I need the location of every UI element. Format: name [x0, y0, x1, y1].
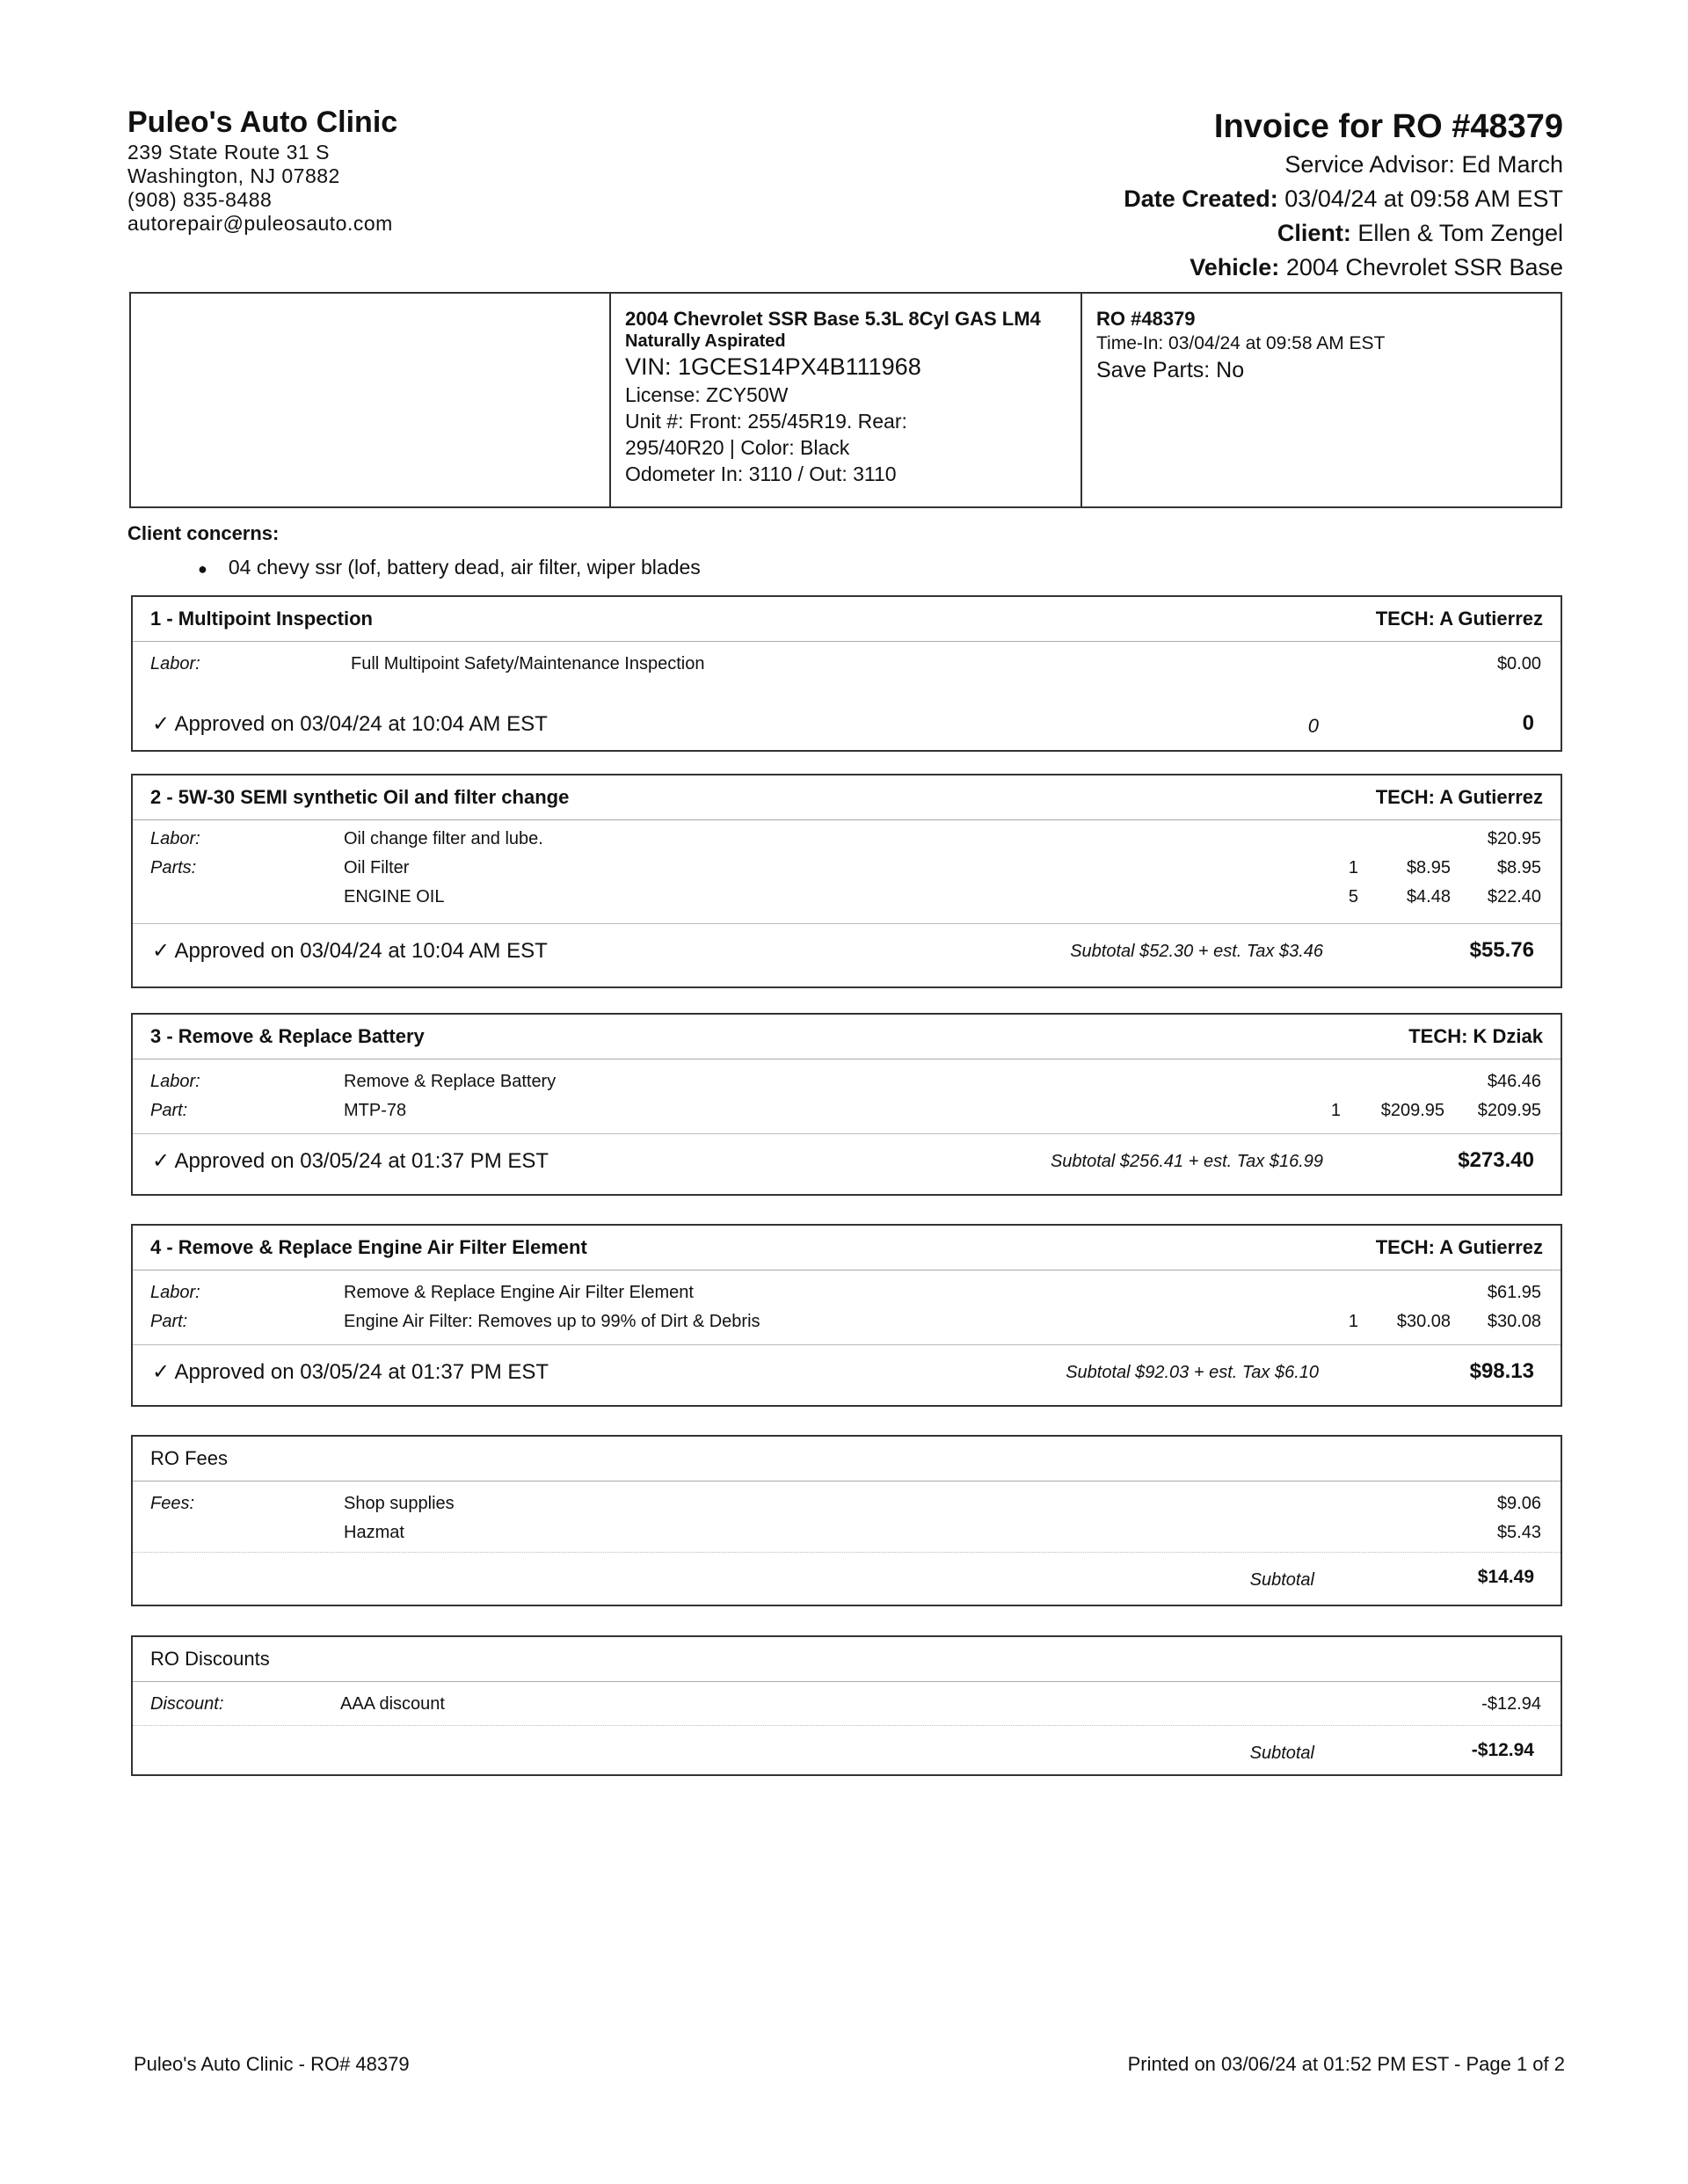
job-footer: [133, 697, 1561, 748]
shop-phone: (908) 835-8488: [127, 188, 273, 211]
discount-item-description: AAA discount: [340, 1694, 445, 1714]
job-total: $98.13: [1469, 1359, 1534, 1383]
shop-name: Puleo's Auto Clinic: [127, 106, 398, 139]
ro-save-parts: Save Parts: No: [1096, 358, 1245, 382]
vehicle-aspiration: Naturally Aspirated: [625, 331, 786, 351]
fees-footer: [133, 1552, 1561, 1604]
job-total: $55.76: [1469, 938, 1534, 962]
shop-address-line1: 239 State Route 31 S: [127, 141, 330, 164]
service-advisor-value: Ed March: [1461, 151, 1563, 178]
line-item-label: Labor:: [150, 1072, 200, 1091]
ro-number: RO #48379: [1096, 308, 1196, 330]
fees-subtotal-label: Subtotal: [1249, 1570, 1314, 1590]
approval-status: ✓ Approved on 03/05/24 at 01:37 PM EST: [152, 1149, 549, 1173]
vehicle-title: 2004 Chevrolet SSR Base 5.3L 8Cyl GAS LM4: [625, 308, 1041, 330]
service-advisor: [772, 148, 1563, 182]
job-subtotal: 0: [1307, 715, 1319, 737]
vehicle-unit-line2: 295/40R20 | Color: Black: [625, 436, 850, 459]
line-item-label: Labor:: [150, 829, 200, 848]
date-created-value: 03/04/24 at 09:58 AM EST: [1284, 186, 1563, 212]
vehicle-value: 2004 Chevrolet SSR Base: [1285, 254, 1563, 280]
discounts-header: [133, 1637, 1561, 1682]
fee-item-description: Shop supplies: [344, 1494, 455, 1513]
line-item: [133, 1278, 1561, 1307]
discount-item-label: Discount:: [150, 1694, 224, 1714]
shop-email: autorepair@puleosauto.com: [127, 212, 393, 235]
line-item-description: Engine Air Filter: Removes up to 99% of Dirt & Debris: [344, 1312, 760, 1331]
line-item-label: Labor:: [150, 1283, 200, 1302]
job-title: 1 - Multipoint Inspection: [150, 608, 373, 630]
vehicle: [772, 251, 1563, 285]
job-card-4: [131, 1224, 1562, 1407]
client-concerns-label: Client concerns:: [127, 522, 280, 544]
line-item-label: Parts:: [150, 858, 197, 877]
line-item-description: MTP-78: [344, 1101, 407, 1120]
job-tech: TECH: A Gutierrez: [1375, 786, 1543, 808]
vehicle-label: Vehicle:: [1190, 254, 1280, 280]
fee-item-amount: $9.06: [1496, 1494, 1541, 1513]
job-subtotal: Subtotal $52.30 + est. Tax $3.46: [1070, 942, 1323, 961]
ro-fees-card: [131, 1435, 1562, 1606]
line-item-amount: $0.00: [1496, 654, 1541, 673]
job-footer: [133, 1133, 1561, 1185]
line-item-quantity: 1: [1330, 1101, 1341, 1120]
date-created: [772, 182, 1563, 216]
line-item: [133, 1096, 1561, 1125]
job-card-1: [131, 595, 1562, 752]
job-tech: TECH: K Dziak: [1408, 1025, 1543, 1047]
vehicle-unit-line1: Unit #: Front: 255/45R19. Rear:: [625, 410, 907, 433]
job-header: [133, 1015, 1561, 1059]
footer-right: Printed on 03/06/24 at 01:52 PM EST - Page 1 of 2: [1127, 2053, 1565, 2075]
fees-title: RO Fees: [150, 1447, 229, 1469]
service-advisor-label: Service Advisor:: [1284, 151, 1455, 178]
fee-item-amount: $5.43: [1496, 1523, 1541, 1542]
job-title: 3 - Remove & Replace Battery: [150, 1025, 425, 1047]
fee-item-label: Fees:: [150, 1494, 195, 1513]
approval-status: ✓ Approved on 03/05/24 at 01:37 PM EST: [152, 1360, 549, 1384]
ro-time-in: Time-In: 03/04/24 at 09:58 AM EST: [1096, 333, 1386, 353]
fee-item-description: Hazmat: [344, 1523, 404, 1542]
line-item-label: Part:: [150, 1101, 188, 1120]
discounts-subtotal-label: Subtotal: [1249, 1744, 1314, 1763]
line-item-amount: $22.40: [1487, 887, 1541, 906]
line-item-unit-price: $30.08: [1396, 1312, 1451, 1331]
ro-discounts-card: [131, 1635, 1562, 1776]
fee-item: [133, 1518, 1561, 1547]
discounts-title: RO Discounts: [150, 1648, 270, 1670]
job-tech: TECH: A Gutierrez: [1375, 608, 1543, 630]
discount-item-amount: -$12.94: [1481, 1694, 1541, 1714]
approval-status: ✓ Approved on 03/04/24 at 10:04 AM EST: [152, 939, 548, 963]
date-created-label: Date Created:: [1124, 186, 1278, 212]
line-item: [133, 1067, 1561, 1096]
discounts-total: -$12.94: [1471, 1740, 1534, 1760]
job-header: [133, 775, 1561, 820]
line-item-description: Remove & Replace Battery: [344, 1072, 557, 1091]
job-footer: [133, 1344, 1561, 1396]
client: [772, 216, 1563, 251]
discount-item: [133, 1689, 1561, 1718]
vehicle-details-cell: [611, 294, 1082, 506]
job-title: 4 - Remove & Replace Engine Air Filter Element: [150, 1236, 587, 1258]
job-subtotal: Subtotal $92.03 + est. Tax $6.10: [1066, 1363, 1319, 1382]
line-item-amount: $20.95: [1487, 829, 1541, 848]
job-card-3: [131, 1013, 1562, 1196]
line-item-unit-price: $209.95: [1380, 1101, 1444, 1120]
client-value: Ellen & Tom Zengel: [1357, 220, 1563, 246]
vehicle-license: License: ZCY50W: [625, 383, 789, 406]
vehicle-vin: VIN: 1GCES14PX4B111968: [625, 353, 921, 380]
line-item-amount: $61.95: [1487, 1283, 1541, 1302]
job-header: [133, 597, 1561, 642]
line-item-description: ENGINE OIL: [344, 887, 445, 906]
line-item-quantity: 5: [1348, 887, 1358, 906]
client-label: Client:: [1277, 220, 1351, 246]
line-item-description: Oil Filter: [344, 858, 410, 877]
concern-text: 04 chevy ssr (lof, battery dead, air filter, wiper blades: [228, 556, 701, 579]
job-header: [133, 1226, 1561, 1270]
line-item: [133, 649, 1561, 678]
fees-header: [133, 1437, 1561, 1481]
footer-left: Puleo's Auto Clinic - RO# 48379: [134, 2053, 410, 2075]
line-item-description: Remove & Replace Engine Air Filter Element: [344, 1283, 694, 1302]
invoice-title: Invoice for RO #48379: [1213, 108, 1563, 145]
shop-address-line2: Washington, NJ 07882: [127, 164, 340, 187]
job-total: 0: [1522, 711, 1534, 735]
line-item-label: Part:: [150, 1312, 188, 1331]
shop-info: [127, 104, 655, 236]
approval-status: ✓ Approved on 03/04/24 at 10:04 AM EST: [152, 712, 548, 736]
invoice-header: [772, 106, 1563, 285]
job-title: 2 - 5W-30 SEMI synthetic Oil and filter change: [150, 786, 570, 808]
line-item-amount: $46.46: [1487, 1072, 1541, 1091]
line-item: [133, 853, 1561, 882]
bullet-icon: ●: [198, 560, 207, 578]
ro-info-cell: [1082, 294, 1561, 506]
concern-item: [198, 554, 1007, 582]
vehicle-info-box: [129, 292, 1562, 508]
line-item-amount: $209.95: [1477, 1101, 1541, 1120]
discounts-footer: [133, 1725, 1561, 1777]
job-tech: TECH: A Gutierrez: [1375, 1236, 1543, 1258]
line-item-quantity: 1: [1348, 858, 1358, 877]
vehicle-odometer: Odometer In: 3110 / Out: 3110: [625, 462, 897, 485]
job-subtotal: Subtotal $256.41 + est. Tax $16.99: [1050, 1152, 1323, 1171]
job-total: $273.40: [1458, 1148, 1534, 1172]
line-item-unit-price: $4.48: [1406, 887, 1451, 906]
line-item: [133, 1307, 1561, 1336]
client-concerns: [127, 521, 1007, 582]
job-card-2: [131, 774, 1562, 988]
line-item: [133, 824, 1561, 853]
line-item-amount: $8.95: [1496, 858, 1541, 877]
job-footer: [133, 923, 1561, 975]
line-item: [133, 882, 1561, 911]
line-item-unit-price: $8.95: [1406, 858, 1451, 877]
vehicle-image-cell: [131, 294, 611, 506]
line-item-description: Oil change filter and lube.: [344, 829, 543, 848]
fee-item: [133, 1489, 1561, 1518]
line-item-quantity: 1: [1348, 1312, 1358, 1331]
fees-total: $14.49: [1477, 1567, 1534, 1587]
line-item-description: Full Multipoint Safety/Maintenance Inspection: [351, 654, 705, 673]
line-item-label: Labor:: [150, 654, 200, 673]
line-item-amount: $30.08: [1487, 1312, 1541, 1331]
